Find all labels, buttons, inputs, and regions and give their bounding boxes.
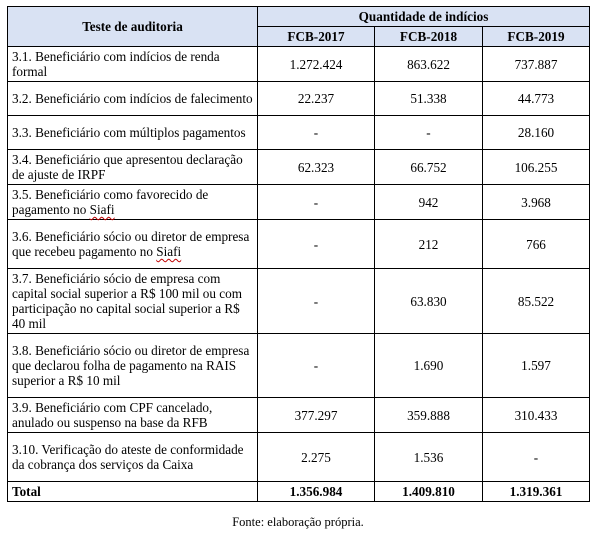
- value-cell-2019: 85.522: [483, 269, 590, 334]
- table-row: [8, 269, 590, 334]
- table-body: [8, 47, 590, 502]
- total-value-2018: 1.409.810: [375, 482, 483, 502]
- row-label: 3.1. Beneficiário com indícios de renda formal: [8, 47, 258, 82]
- row-label: 3.8. Beneficiário sócio ou diretor de empresa que declarou folha de pagamento na RAIS superior a R$ 10 mil: [8, 334, 258, 398]
- value-cell-2017: -: [258, 269, 375, 334]
- table-row: [8, 47, 590, 82]
- value-cell-2019: 766: [483, 220, 590, 269]
- value-cell-2018: 51.338: [375, 82, 483, 116]
- year-header-2017: FCB-2017: [258, 27, 375, 47]
- row-label: 3.9. Beneficiário com CPF cancelado, anulado ou suspenso na base da RFB: [8, 398, 258, 433]
- table-row: [8, 150, 590, 185]
- value-cell-2018: 1.690: [375, 334, 483, 398]
- audit-table: [7, 6, 590, 502]
- value-cell-2017: -: [258, 220, 375, 269]
- table-row: [8, 185, 590, 220]
- value-cell-2017: 22.237: [258, 82, 375, 116]
- value-cell-2018: 1.536: [375, 433, 483, 482]
- value-cell-2018: 63.830: [375, 269, 483, 334]
- value-cell-2018: 359.888: [375, 398, 483, 433]
- row-label: 3.3. Beneficiário com múltiplos pagamentos: [8, 116, 258, 150]
- total-value-2017: 1.356.984: [258, 482, 375, 502]
- row-label: 3.10. Verificação do ateste de conformidade da cobrança dos serviços da Caixa: [8, 433, 258, 482]
- table-row: [8, 220, 590, 269]
- row-label: 3.5. Beneficiário como favorecido de pagamento no Siafi: [8, 185, 258, 220]
- value-cell-2019: 3.968: [483, 185, 590, 220]
- row-label: 3.4. Beneficiário que apresentou declaração de ajuste de IRPF: [8, 150, 258, 185]
- value-cell-2019: 106.255: [483, 150, 590, 185]
- year-header-2018: FCB-2018: [375, 27, 483, 47]
- value-cell-2019: 28.160: [483, 116, 590, 150]
- value-cell-2019: 1.597: [483, 334, 590, 398]
- table-row: [8, 398, 590, 433]
- value-cell-2017: 2.275: [258, 433, 375, 482]
- value-cell-2019: 44.773: [483, 82, 590, 116]
- header-row: [8, 7, 590, 27]
- header-test: Teste de auditoria: [8, 7, 258, 47]
- row-label: 3.6. Beneficiário sócio ou diretor de empresa que recebeu pagamento no Siafi: [8, 220, 258, 269]
- value-cell-2018: 66.752: [375, 150, 483, 185]
- table-caption: Fonte: elaboração própria.: [232, 515, 364, 529]
- total-row: [8, 482, 590, 502]
- header-group: Quantidade de indícios: [258, 7, 590, 27]
- value-cell-2019: 310.433: [483, 398, 590, 433]
- table-row: [8, 82, 590, 116]
- total-value-2019: 1.319.361: [483, 482, 590, 502]
- value-cell-2017: -: [258, 334, 375, 398]
- value-cell-2017: 1.272.424: [258, 47, 375, 82]
- table-row: [8, 334, 590, 398]
- table-row: [8, 433, 590, 482]
- value-cell-2019: -: [483, 433, 590, 482]
- row-label: 3.7. Beneficiário sócio de empresa com capital social superior a R$ 100 mil ou com participação no capital social superior a R$ 40 mil: [8, 269, 258, 334]
- value-cell-2017: -: [258, 185, 375, 220]
- value-cell-2019: 737.887: [483, 47, 590, 82]
- year-header-2019: FCB-2019: [483, 27, 590, 47]
- value-cell-2018: 942: [375, 185, 483, 220]
- table-row: [8, 116, 590, 150]
- value-cell-2017: 62.323: [258, 150, 375, 185]
- value-cell-2018: -: [375, 116, 483, 150]
- row-label: 3.2. Beneficiário com indícios de falecimento: [8, 82, 258, 116]
- total-label: Total: [8, 482, 258, 502]
- value-cell-2018: 212: [375, 220, 483, 269]
- value-cell-2017: 377.297: [258, 398, 375, 433]
- value-cell-2018: 863.622: [375, 47, 483, 82]
- value-cell-2017: -: [258, 116, 375, 150]
